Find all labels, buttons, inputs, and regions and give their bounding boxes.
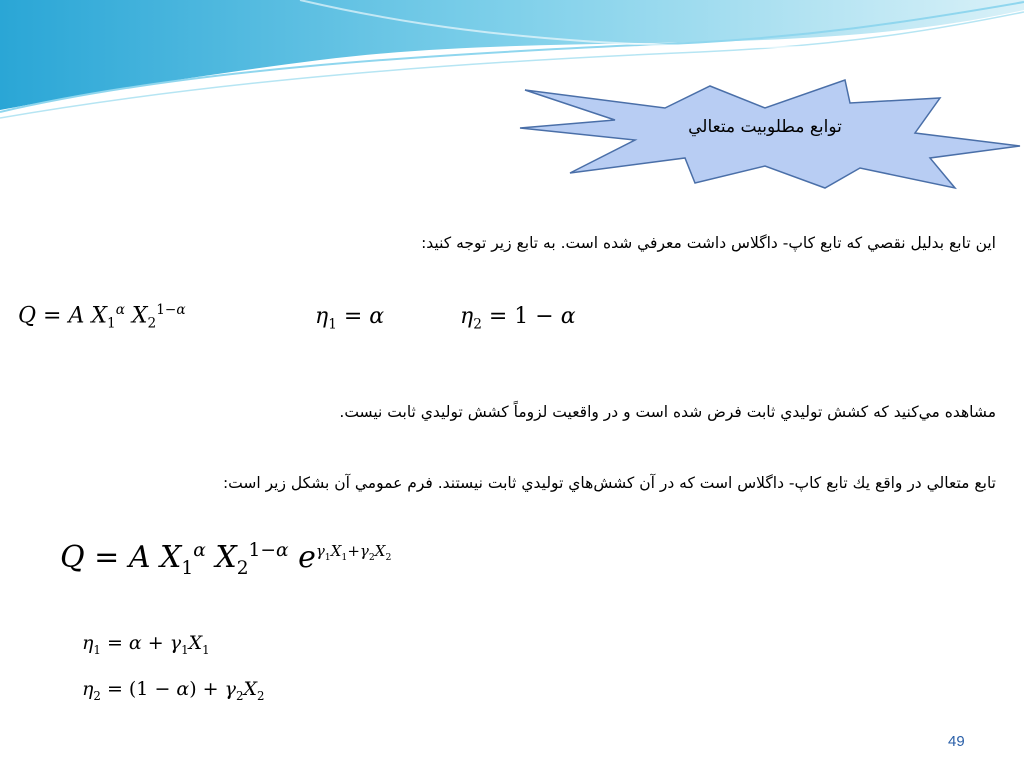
intro-paragraph: اين تابع بدليل نقصي كه تابع كاپ- داگلاس داشت معرفي شده است. به تابع زير توجه كنيد: <box>421 234 996 252</box>
cobb-douglas-equation: Q = A $X_1^\alpha$ $X_2^{1-\alpha}$ <box>18 302 186 332</box>
eta1-variable-equation: $\eta_1 = \alpha + \gamma_1X_1$ <box>82 632 210 657</box>
page-number: 49 <box>948 733 965 750</box>
transcendental-equation: Q = A $X_1^\alpha$ $X_2^{1-\alpha}$ $e^{\gamma_1X_1+\gamma_2X_2}$ <box>60 540 392 579</box>
eta2-equation: $\eta_2 = 1 - \alpha$ <box>460 304 576 333</box>
transcendental-paragraph: تابع متعالي در واقع يك تابع كاپ- داگلاس است كه در آن كشش‌هاي توليدي ثابت نيستند. فرم عمومي آن بشكل زير است: <box>222 474 996 492</box>
eta1-equation: $\eta_1 = \alpha$ <box>315 304 385 333</box>
slide-title: توابع مطلوبيت متعالي <box>688 117 842 137</box>
eta2-variable-equation: $\eta_2 = (1 - \alpha) + \gamma_2X_2$ <box>82 678 265 703</box>
constant-elasticity-paragraph: مشاهده مي‌كنيد كه كشش توليدي ثابت فرض شده است و در واقعيت لزوماً كشش توليدي ثابت نيست. <box>339 403 996 421</box>
